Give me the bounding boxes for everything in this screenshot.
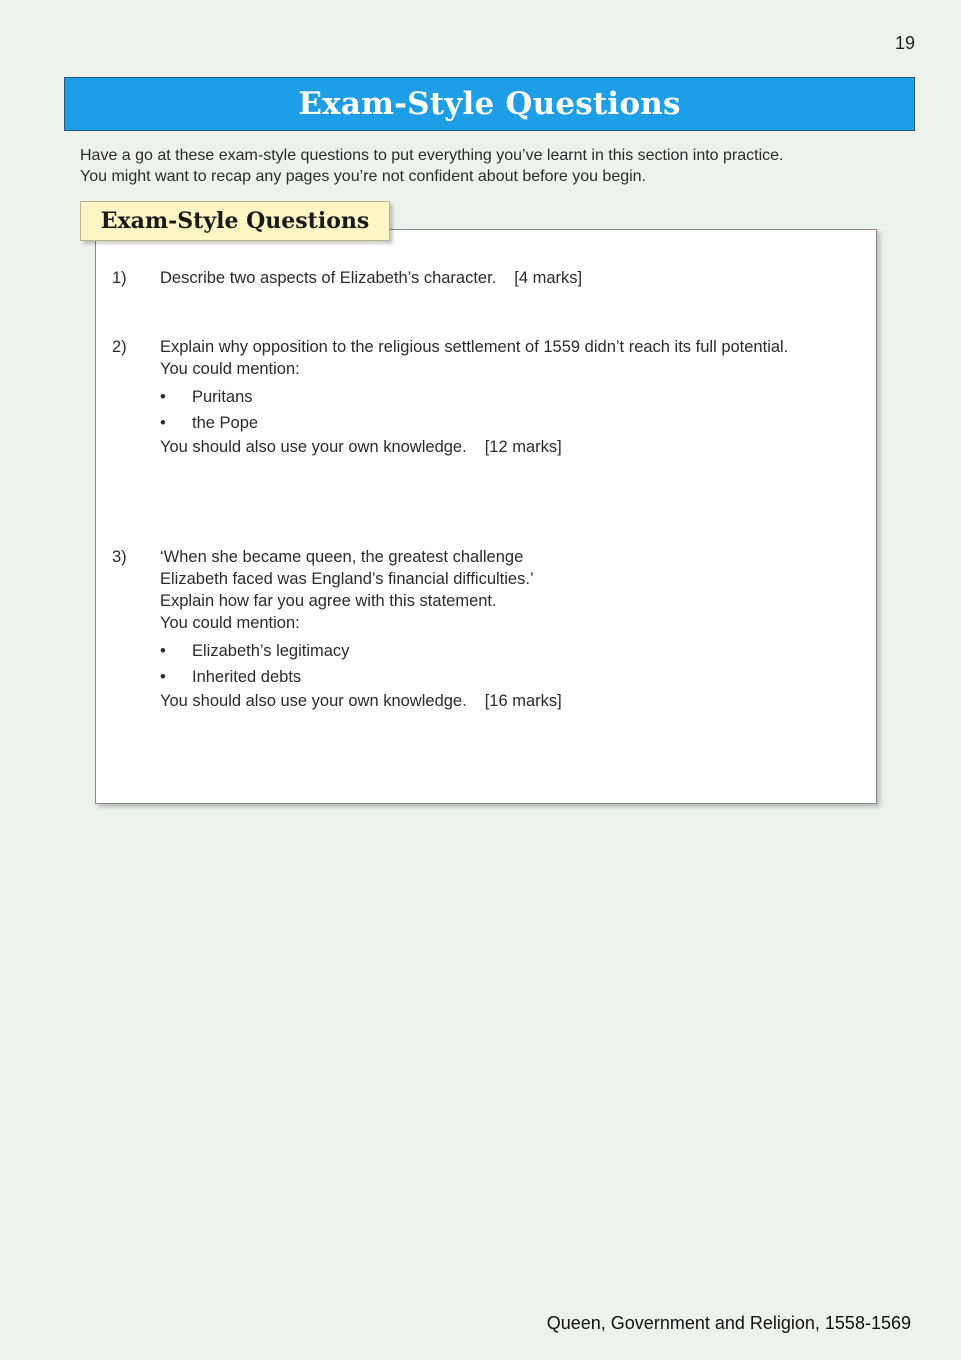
questions-box-tab [80, 201, 390, 241]
question-text: Explain why opposition to the religious settlement of 1559 didn’t reach its full potential. [160, 338, 789, 356]
intro-line: Have a go at these exam-style questions to put everything you’ve learnt in this section into practice. [80, 147, 784, 164]
questions-box [95, 229, 877, 804]
question-2 [112, 336, 852, 458]
mention-label: You could mention: [160, 614, 300, 632]
page-title: Exam-Style Questions [298, 86, 681, 122]
question-text: Describe two aspects of Elizabeth’s character. [160, 269, 497, 287]
mention-label: You could mention: [160, 360, 300, 378]
bullet-list [160, 384, 852, 436]
list-item: • Inherited debts [160, 664, 852, 690]
marks-label: [12 marks] [484, 438, 562, 456]
marks-label: [16 marks] [484, 692, 562, 710]
knowledge-text: You should also use your own knowledge. [160, 692, 467, 710]
question-number: 1) [112, 269, 127, 287]
list-item: • Elizabeth’s legitimacy [160, 638, 852, 664]
title-banner [64, 77, 915, 131]
quote-line: ‘When she became queen, the greatest challenge [160, 548, 524, 566]
intro-text [80, 145, 880, 187]
question-number: 2) [112, 338, 127, 356]
quote-line: Elizabeth faced was England’s financial difficulties.’ [160, 570, 534, 588]
page-number: 19 [894, 33, 915, 53]
instruction-text: Explain how far you agree with this statement. [160, 592, 497, 610]
footer-section-title: Queen, Government and Religion, 1558-1569 [546, 1313, 911, 1333]
intro-line: You might want to recap any pages you’re not confident about before you begin. [80, 168, 647, 185]
knowledge-text: You should also use your own knowledge. [160, 438, 467, 456]
list-item: • Puritans [160, 384, 852, 410]
questions-box-label: Exam-Style Questions [100, 208, 370, 234]
question-number: 3) [112, 548, 127, 566]
list-item: • the Pope [160, 410, 852, 436]
marks-label: [4 marks] [514, 269, 583, 287]
question-1 [112, 267, 852, 289]
question-3 [112, 546, 852, 712]
bullet-list [160, 638, 852, 690]
